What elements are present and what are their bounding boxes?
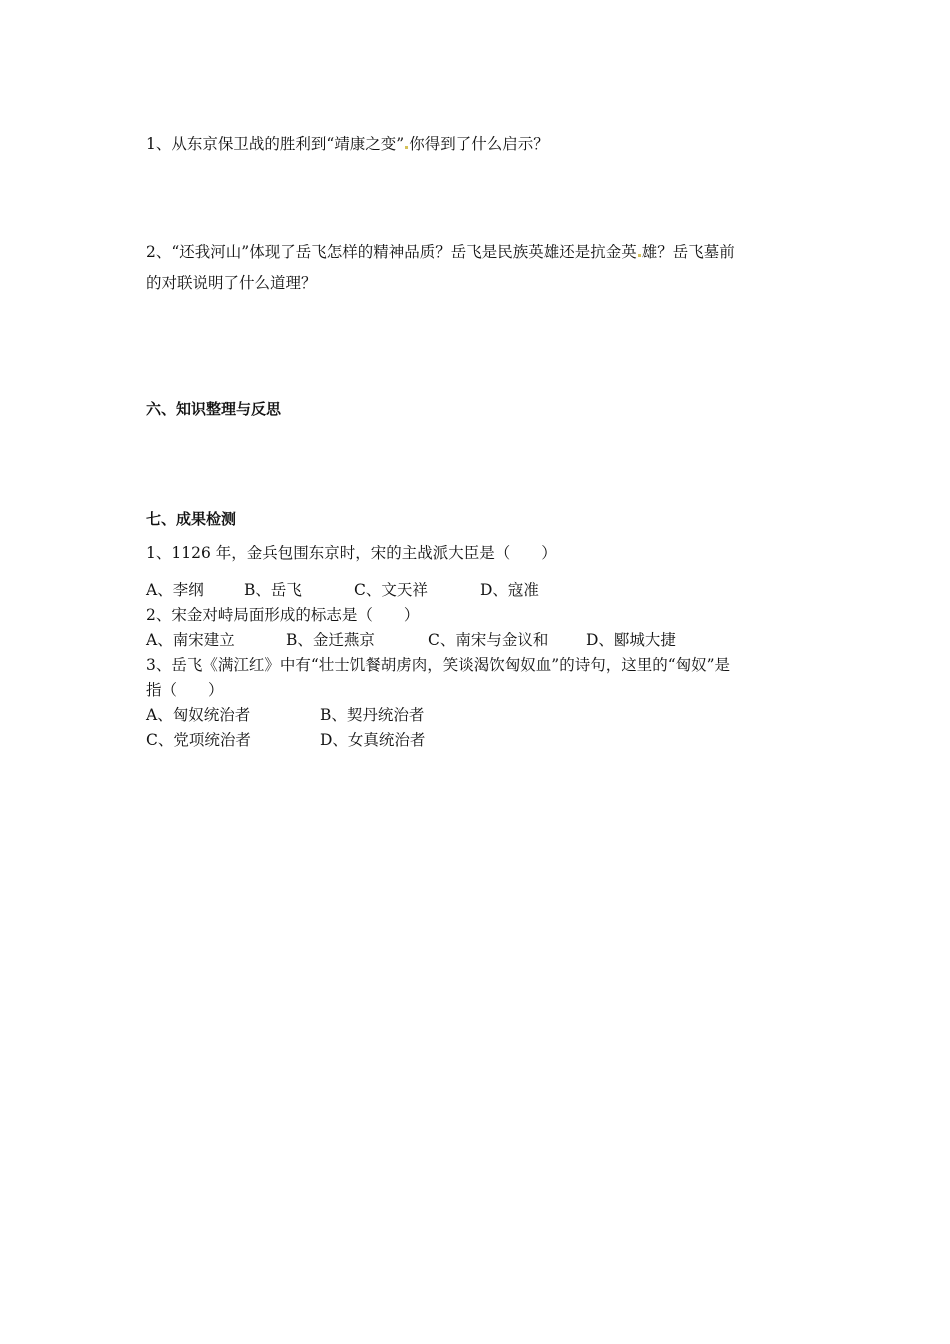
- question-5-2-line-1: [146, 245, 735, 261]
- question-5-1-text-b: 你得到了什么启示？: [409, 135, 549, 153]
- option-c: C、南宋与金议和: [428, 631, 549, 649]
- quiz-question-1-options: [146, 583, 539, 599]
- quiz-question-3-line-1: 3、岳飞《满江红》中有“壮士饥餐胡虏肉，笑谈渴饮匈奴血”的诗句，这里的“匈奴”是: [146, 656, 731, 674]
- option-d: D、女真统治者: [320, 731, 426, 749]
- section-6-heading: 六、知识整理与反思: [146, 400, 282, 418]
- quiz-question-2-options: [146, 633, 676, 649]
- option-a: A、南宋建立: [146, 631, 235, 649]
- option-a: A、李纲: [146, 581, 204, 599]
- comment-marker-icon: [405, 146, 408, 149]
- option-b: B、契丹统治者: [320, 706, 425, 724]
- option-c: C、党项统治者: [146, 731, 251, 749]
- question-5-2-text-a: 2、“还我河山”体现了岳飞怎样的精神品质？岳飞是民族英雄还是抗金英: [146, 243, 637, 261]
- option-b: B、岳飞: [244, 581, 302, 599]
- option-d: D、郾城大捷: [586, 631, 676, 649]
- comment-marker-icon: [638, 254, 641, 257]
- option-a: A、匈奴统治者: [146, 706, 251, 724]
- question-5-1-text-a: 1、从东京保卫战的胜利到“靖康之变”: [146, 135, 405, 153]
- section-7-heading: 七、成果检测: [146, 510, 237, 528]
- option-d: D、寇准: [480, 581, 539, 599]
- question-5-1: [146, 137, 549, 153]
- question-5-2-text-b: 雄？岳飞墓前: [641, 243, 735, 261]
- option-b: B、金迁燕京: [286, 631, 375, 649]
- quiz-question-3-options-row-1: [146, 708, 424, 724]
- quiz-question-1: 1、1126 年，金兵包围东京时，宋的主战派大臣是（ ）: [146, 544, 557, 562]
- question-5-2-line-2: 的对联说明了什么道理？: [146, 274, 317, 292]
- quiz-question-3-line-2: 指（ ）: [146, 681, 224, 699]
- quiz-question-2: 2、宋金对峙局面形成的标志是（ ）: [146, 606, 420, 624]
- quiz-question-3-options-row-2: [146, 733, 425, 749]
- option-c: C、文天祥: [354, 581, 428, 599]
